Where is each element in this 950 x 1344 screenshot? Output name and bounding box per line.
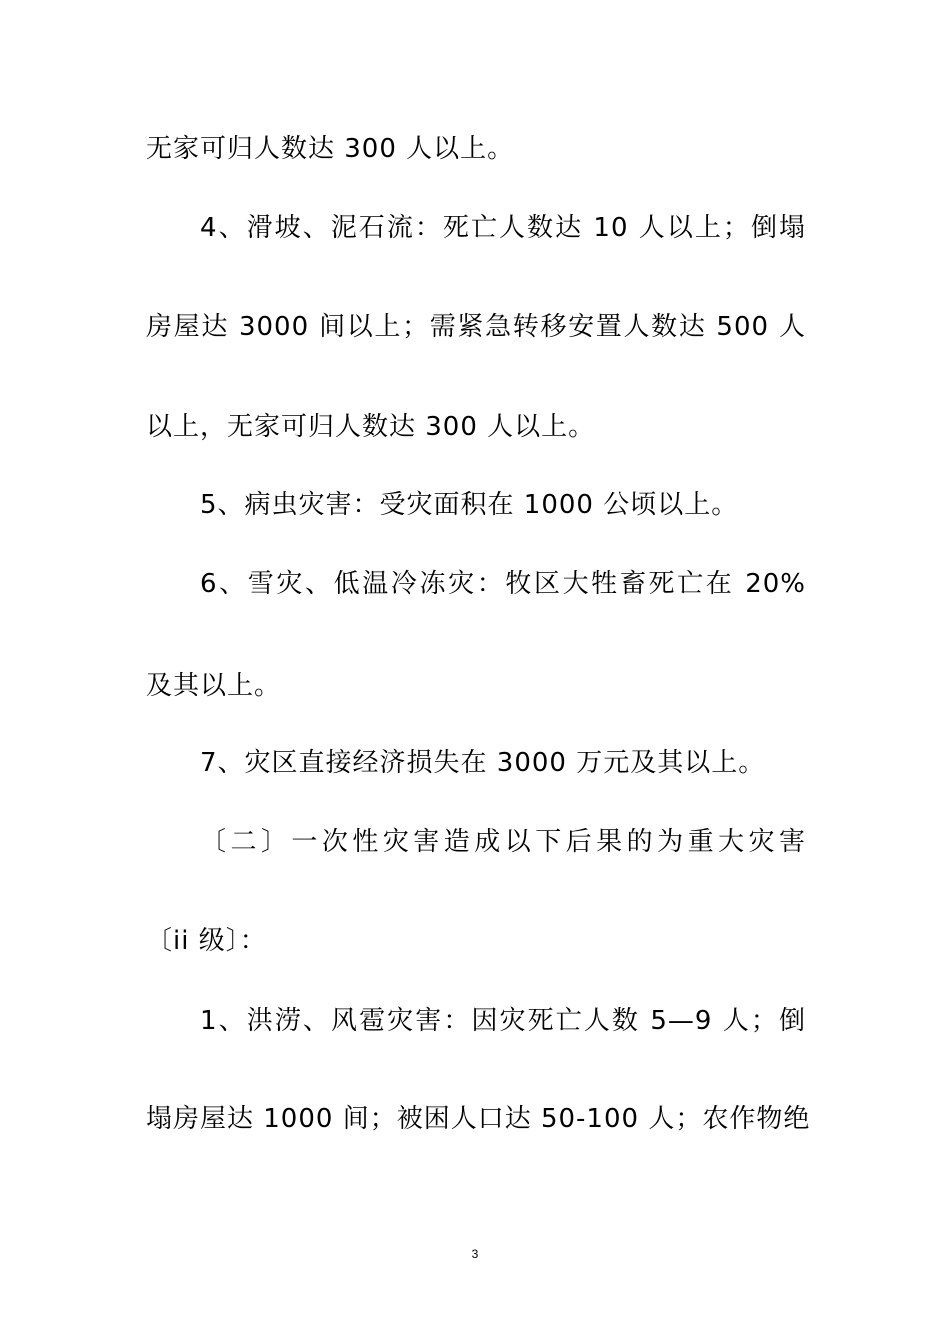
text-line: 〔ii 级〕：	[146, 926, 267, 956]
text-line: 4、滑坡、泥石流：死亡人数达 10 人以上；倒塌	[200, 213, 806, 243]
text-line: 塌房屋达 1000 间；被困人口达 50-100 人；农作物绝	[146, 1104, 811, 1134]
page-number: 3	[471, 1247, 479, 1261]
text-line: 1、洪涝、风雹灾害：因灾死亡人数 5—9 人；倒	[200, 1006, 806, 1036]
text-line: 房屋达 3000 间以上；需紧急转移安置人数达 500 人	[146, 312, 806, 342]
text-line: 6、雪灾、低温冷冻灾：牧区大牲畜死亡在 20%	[200, 569, 806, 599]
text-line: 以上，无家可归人数达 300 人以上。	[146, 412, 596, 442]
text-line: 及其以上。	[146, 671, 282, 701]
text-line: 无家可归人数达 300 人以上。	[146, 134, 515, 164]
text-line: 〔二〕一次性灾害造成以下后果的为重大灾害	[200, 827, 806, 857]
text-line: 7、灾区直接经济损失在 3000 万元及其以上。	[200, 748, 766, 778]
text-line: 5、病虫灾害：受灾面积在 1000 公顷以上。	[200, 490, 739, 520]
